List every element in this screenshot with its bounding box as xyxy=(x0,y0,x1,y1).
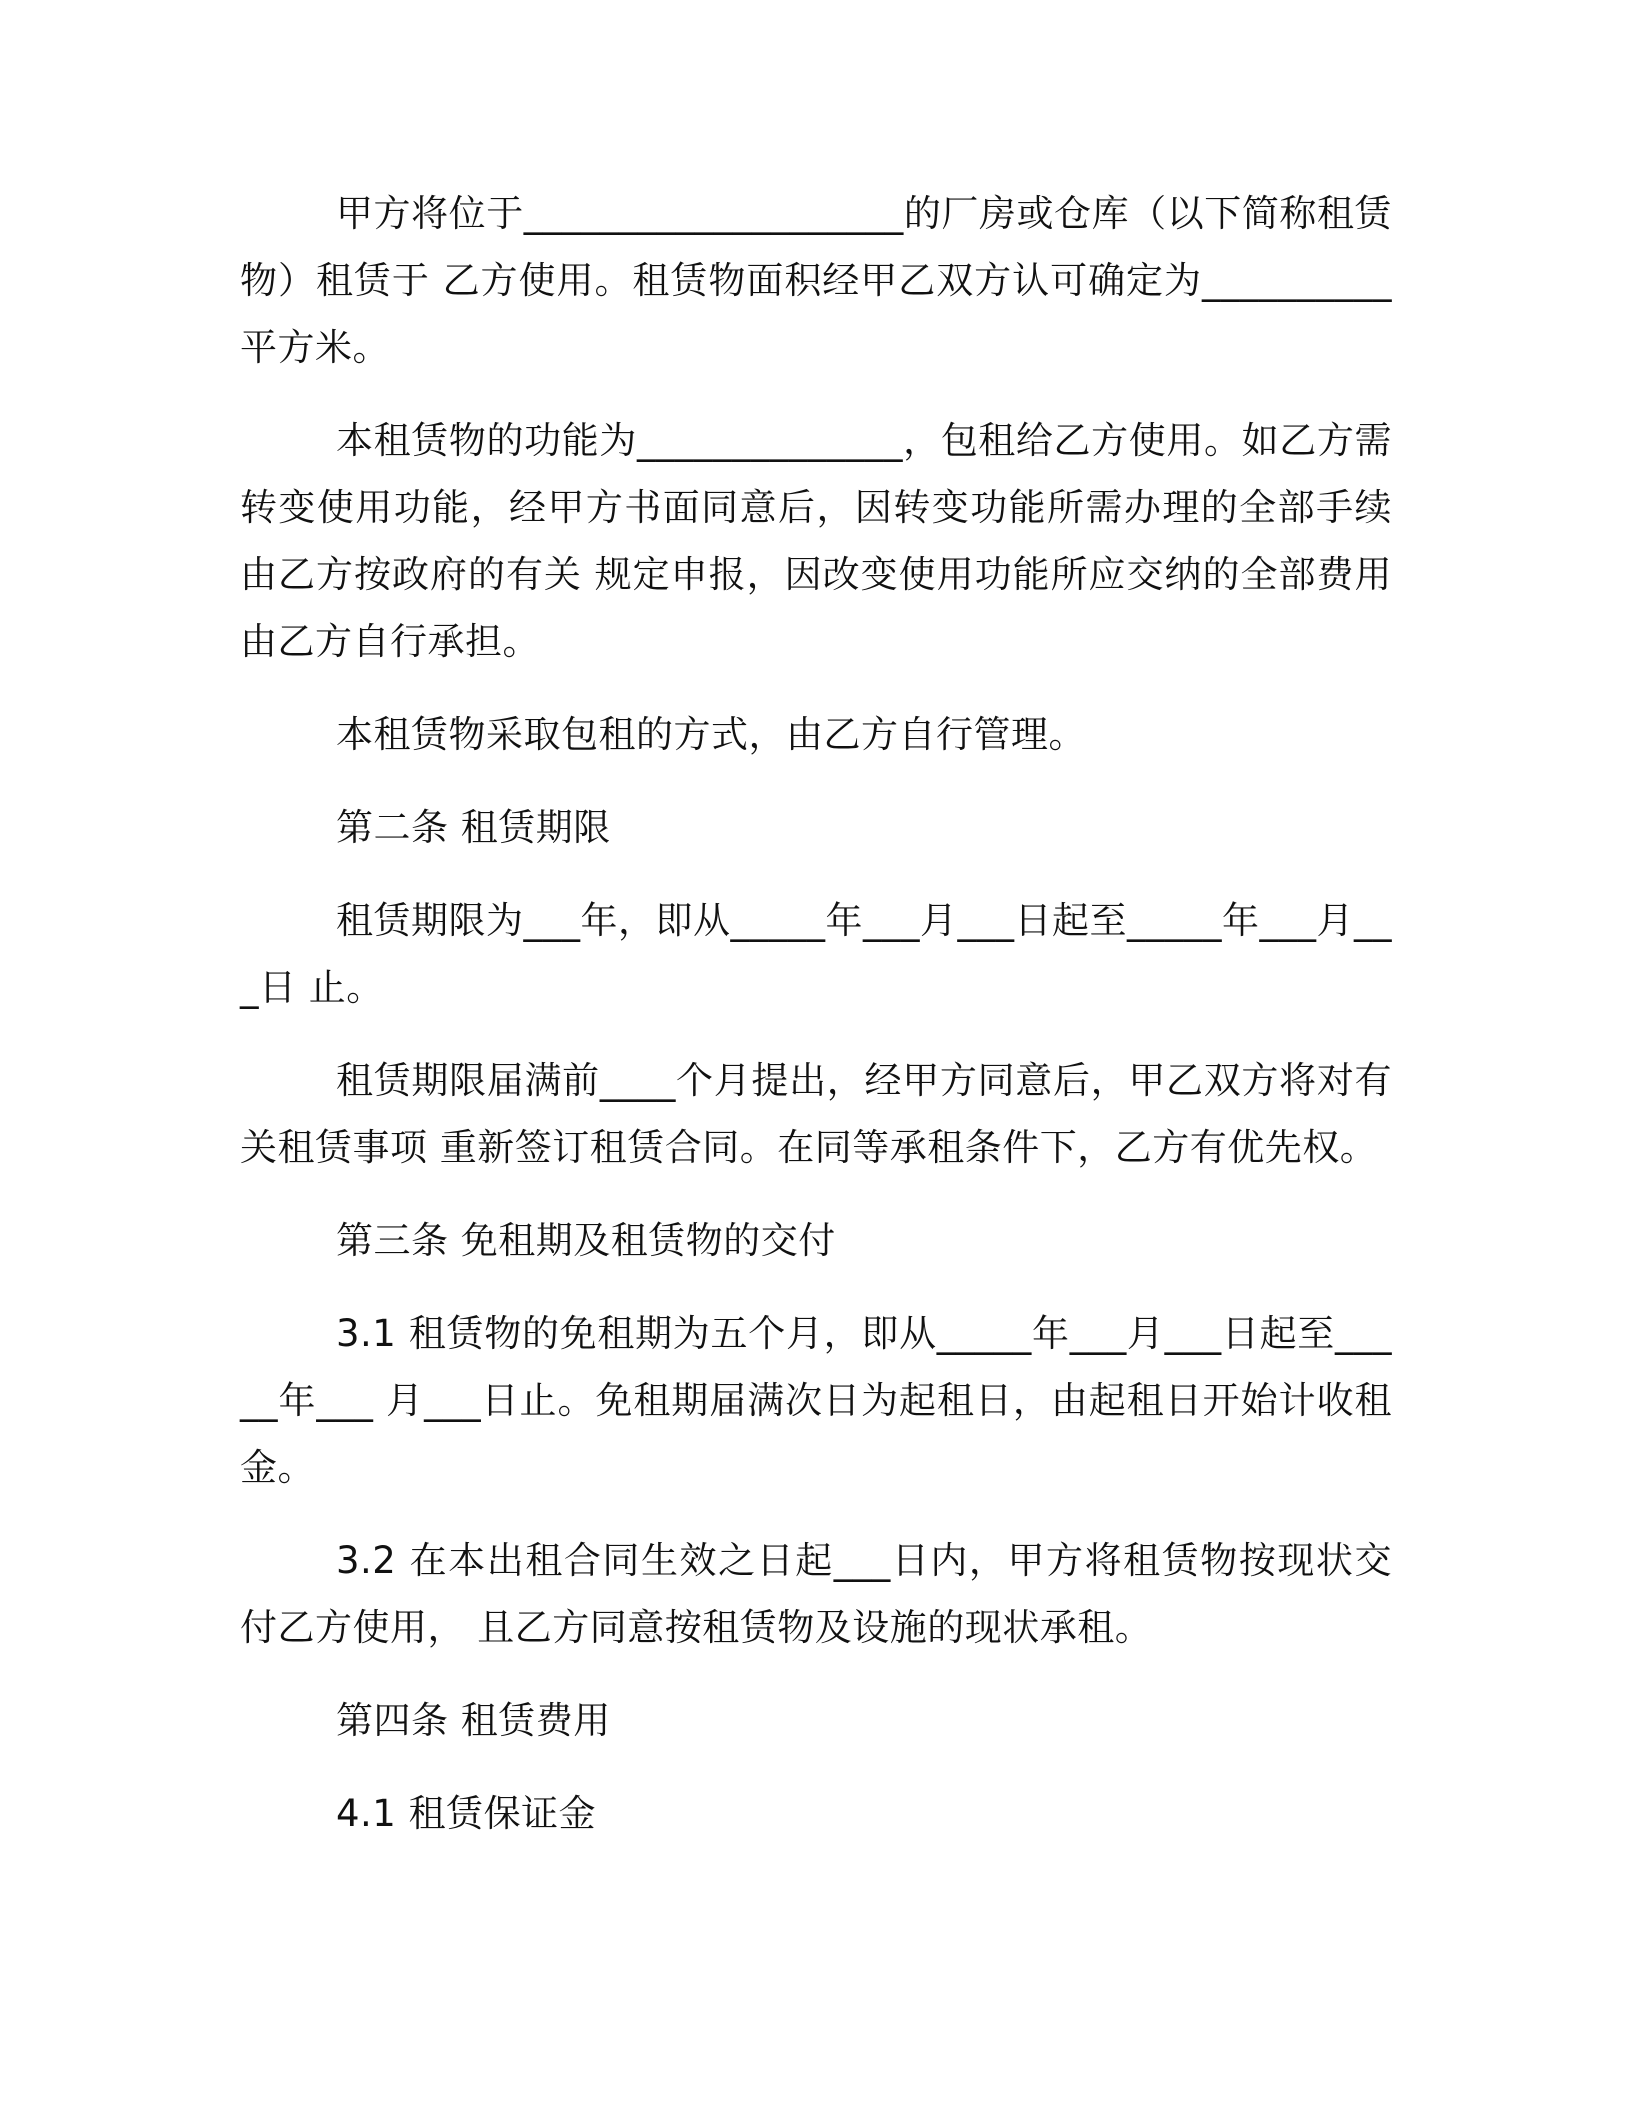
heading-deposit: 4.1 租赁保证金 xyxy=(336,1792,597,1835)
paragraph-management-method: 本租赁物采取包租的方式，由乙方自行管理。 xyxy=(336,713,1086,756)
heading-article-4: 第四条 租赁费用 xyxy=(336,1699,611,1742)
paragraph-renewal: 租赁期限届满前____个月提出，经甲方同意后，甲乙双方将对有关租赁事项 重新签订租赁合同。在同等承租条件下，乙方有优先权。 xyxy=(240,1059,1392,1169)
paragraph-property-function: 本租赁物的功能为______________，包租给乙方使用。如乙方需转变使用功能，经甲方书面同意后，因转变功能所需办理的全部手续由乙方按政府的有关 规定申报，因改变使用功能所应交纳的全部费用由乙方自行承担。 xyxy=(240,419,1392,663)
paragraph-leased-property: 甲方将位于____________________的厂房或仓库（以下简称租赁物）租赁于 乙方使用。租赁物面积经甲乙双方认可确定为__________平方米。 xyxy=(240,192,1392,369)
document-body xyxy=(240,180,1392,1873)
paragraph-rent-free-period: 3.1 租赁物的免租期为五个月，即从_____年___月___日起至_____年___ 月___日止。免租期届满次日为起租日，由起租日开始计收租金。 xyxy=(240,1312,1392,1489)
paragraph-delivery: 3.2 在本出租合同生效之日起___日内，甲方将租赁物按现状交付乙方使用， 且乙方同意按租赁物及设施的现状承租。 xyxy=(240,1539,1392,1649)
heading-article-2: 第二条 租赁期限 xyxy=(336,806,611,849)
paragraph-lease-term: 租赁期限为___年，即从_____年___月___日起至_____年___月___日 止。 xyxy=(240,899,1392,1009)
heading-article-3: 第三条 免租期及租赁物的交付 xyxy=(336,1219,836,1262)
